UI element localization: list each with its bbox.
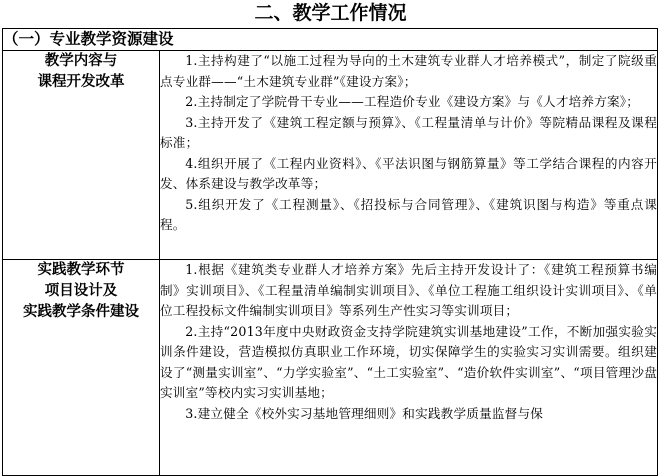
list-item: 4.组织开展了《工程内业资料》、《平法识图与钢筋算量》等工学结合课程的内容开发、体系建设与教学改革等； — [160, 155, 658, 191]
list-item: 1.主持构建了“以施工过程为导向的土木建筑专业群人才培养模式”，制定了院级重点专业群——“土木建筑专业群”《建设方案》； — [160, 53, 658, 89]
list-item: 3.主持开发了《建筑工程定额与预算》、《工程量清单与计价》等院精品课程及课程标准； — [160, 114, 658, 150]
list-item: 2.主持“2013年度中央财政资金支持学院建筑实训基地建设”工作，不断加强实验实训条件建设，营造模拟仿真职业工作环境，切实保障学生的实验实习实训需要。组织建设了“测量实训室”、“力学实验室”、“土工实验室”、“造价软件实训室”、“项目管理沙盘实训室”等校内实习实训基地； — [160, 323, 658, 400]
list-item: 5.组织开发了《工程测量》、《招投标与合同管理》、《建筑识图与构造》等重点课程。 — [160, 196, 658, 232]
list-item: 2.主持制定了学院骨干专业——工程造价专业《建设方案》与《人才培养方案》； — [185, 94, 640, 109]
section-title: （一）专业教学资源建设 — [3, 29, 658, 51]
table-row — [3, 51, 658, 260]
row-label-line: 实践教学环节 — [37, 262, 125, 278]
list-item: 1.根据《建筑类专业群人才培养方案》先后主持开发设计了：《建筑工程预算书编制》实训项目》、《工程量清单编制实训项目》、《单位工程施工组织设计实训项目》、《单位工程投标文件编制实训项目》等系列生产性实习等实训项目； — [160, 262, 658, 318]
table-row — [3, 260, 658, 476]
row-label-line: 实践教学条件建设 — [23, 304, 139, 320]
row-label — [3, 260, 160, 476]
row-label — [3, 51, 160, 260]
page-heading: 二、教学工作情况 — [254, 2, 407, 24]
list-item: 3.建立健全《校外实习基地管理细则》和实践教学质量监督与保 — [185, 405, 544, 421]
row-content — [160, 51, 658, 260]
row-label-line: 课程开发改革 — [37, 74, 125, 90]
row-label-line: 项目设计及 — [44, 283, 118, 299]
work-table — [2, 28, 658, 476]
row-label-line: 教学内容与 — [44, 53, 118, 69]
row-content — [160, 260, 658, 476]
